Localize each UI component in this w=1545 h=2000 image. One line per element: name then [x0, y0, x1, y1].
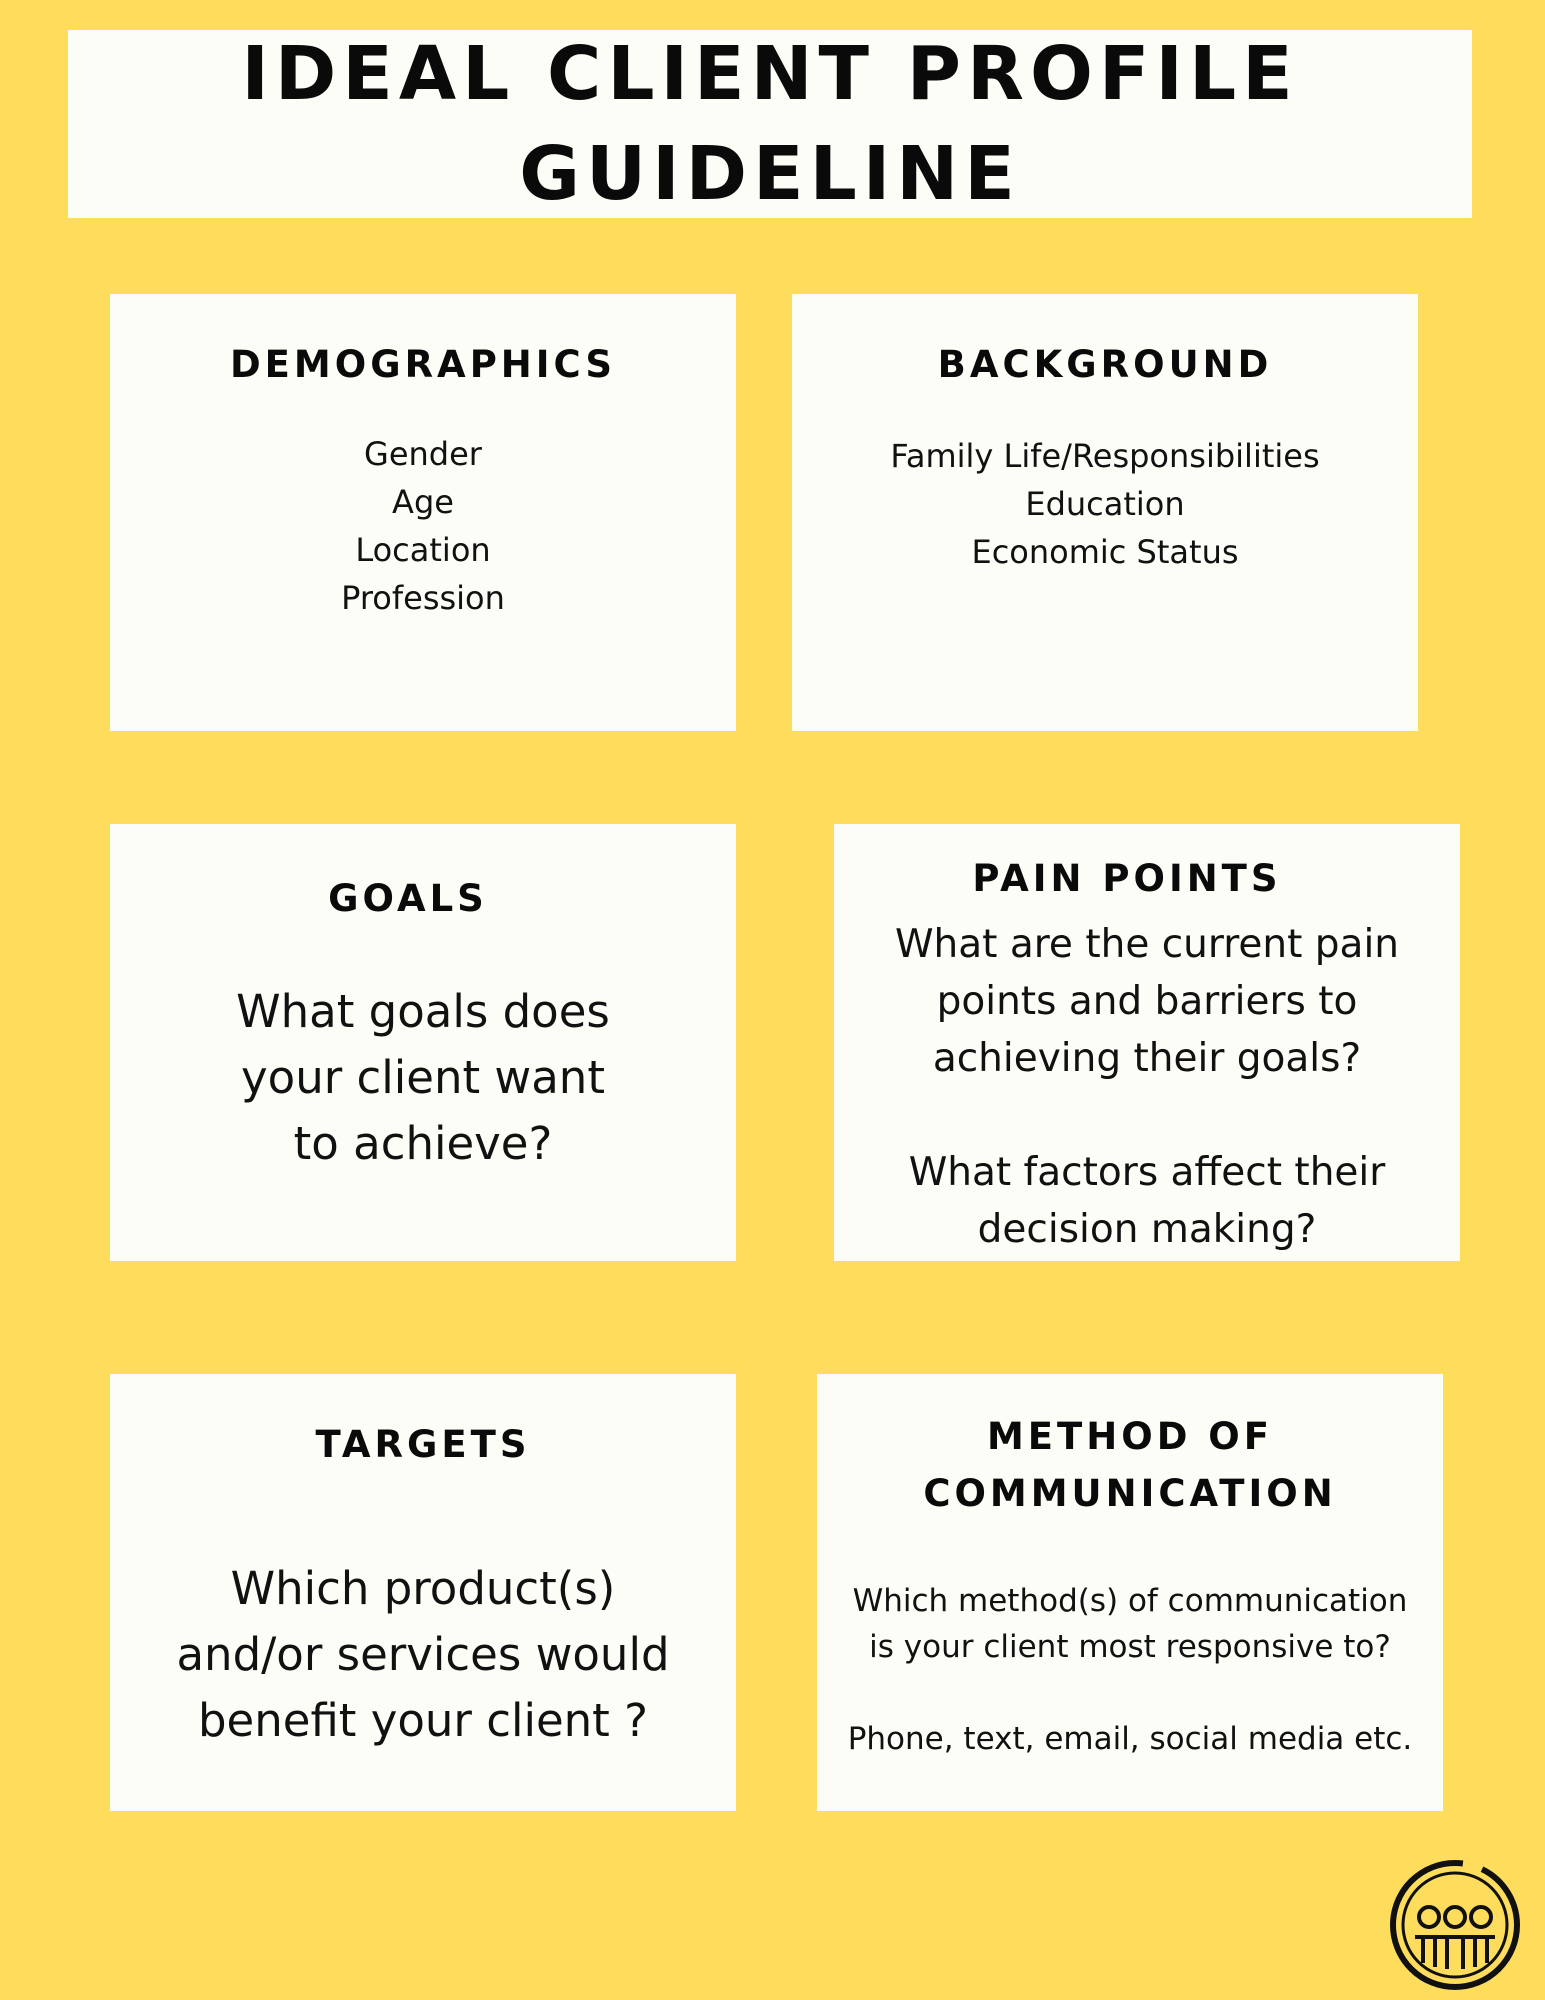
- goals-card: [110, 824, 736, 1261]
- list-item: Education: [1025, 485, 1185, 523]
- communication-line: Which method(s) of communication: [852, 1583, 1408, 1619]
- demographics-heading: DEMOGRAPHICS: [229, 343, 617, 386]
- targets-line: Which product(s): [230, 1562, 616, 1615]
- pain-points-text: [834, 916, 1460, 1258]
- background-heading: BACKGROUND: [937, 343, 1273, 386]
- targets-line: and/or services would: [176, 1628, 670, 1681]
- communication-heading-line-2: COMMUNICATION: [923, 1472, 1337, 1515]
- goals-line: your client want: [241, 1051, 605, 1104]
- goals-text: [110, 979, 736, 1177]
- targets-card: [110, 1374, 736, 1811]
- communication-examples: Phone, text, email, social media etc.: [847, 1721, 1413, 1757]
- title-banner: [68, 30, 1472, 218]
- communication-heading-line-1: METHOD OF: [986, 1415, 1274, 1458]
- page-title-line-1: IDEAL CLIENT PROFILE: [241, 31, 1299, 117]
- communication-line: is your client most responsive to?: [869, 1629, 1391, 1665]
- background-list: [792, 432, 1418, 576]
- targets-line: benefit your client ?: [197, 1694, 649, 1747]
- pain-points-line: achieving their goals?: [932, 1036, 1362, 1081]
- list-item: Economic Status: [971, 533, 1239, 571]
- team-circle-logo-icon: [1385, 1855, 1525, 1995]
- page-title-line-2: GUIDELINE: [519, 131, 1021, 217]
- communication-text: [817, 1578, 1443, 1762]
- list-item: Age: [392, 483, 454, 521]
- demographics-card: [110, 294, 736, 731]
- goals-heading: GOALS: [328, 877, 488, 920]
- pain-points-line: What are the current pain: [894, 922, 1400, 967]
- pain-points-line: points and barriers to: [936, 979, 1358, 1024]
- pain-points-heading: PAIN POINTS: [972, 857, 1282, 900]
- pain-points-line: decision making?: [977, 1207, 1317, 1252]
- demographics-list: [110, 430, 736, 622]
- list-item: Family Life/Responsibilities: [890, 437, 1320, 475]
- targets-heading: TARGETS: [315, 1423, 531, 1466]
- list-item: Gender: [364, 435, 482, 473]
- pain-points-line: What factors affect their: [908, 1150, 1386, 1195]
- list-item: Location: [355, 531, 491, 569]
- goals-line: to achieve?: [293, 1117, 553, 1170]
- communication-card: [817, 1374, 1443, 1811]
- list-item: Profession: [341, 579, 505, 617]
- targets-text: [110, 1556, 736, 1754]
- pain-points-card: [834, 824, 1460, 1261]
- goals-line: What goals does: [236, 985, 610, 1038]
- background-card: [792, 294, 1418, 731]
